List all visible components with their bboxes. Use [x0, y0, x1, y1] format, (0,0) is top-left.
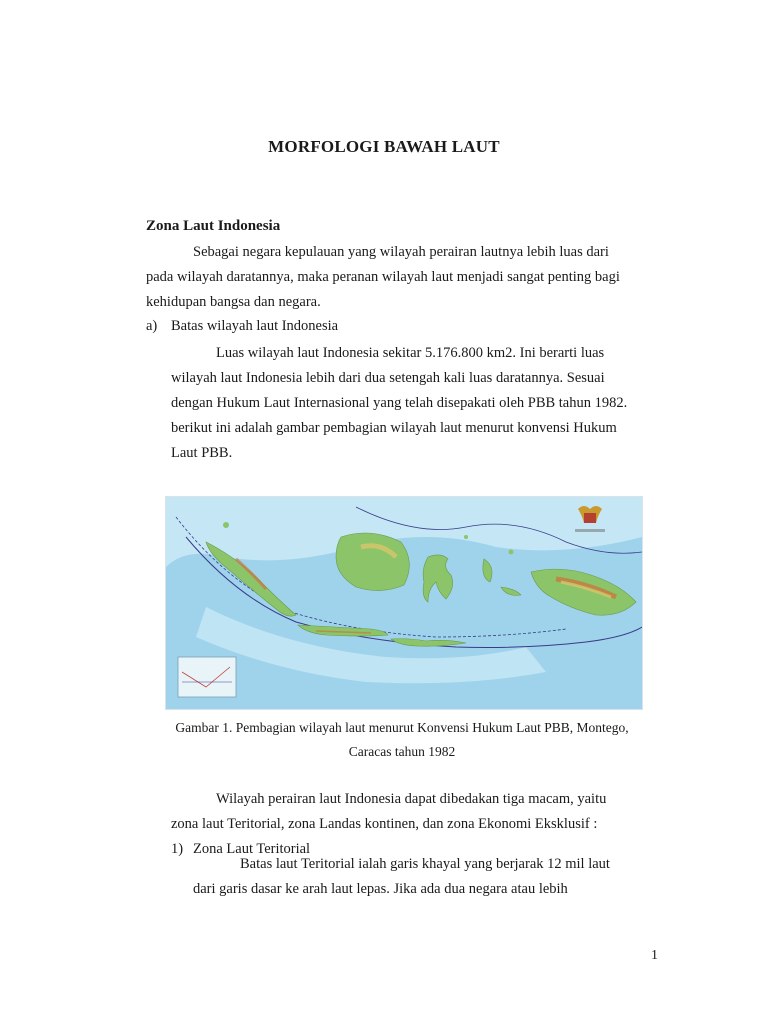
caption-line-2: Caracas tahun 1982: [348, 744, 456, 759]
caption-line-1: Gambar 1. Pembagian wilayah laut menurut Konvensi Hukum Laut PBB, Montego,: [175, 720, 629, 735]
para-a-line-5: Laut PBB.: [171, 445, 233, 461]
para-a-line-4: berikut ini adalah gambar pembagian wilayah laut menurut konvensi Hukum: [171, 420, 617, 436]
map-illustration: [166, 497, 642, 709]
page-number: 1: [651, 948, 658, 963]
intro-line-1: Sebagai negara kepulauan yang wilayah perairan lautnya lebih luas dari: [193, 244, 609, 260]
para-1-line-2: dari garis dasar ke arah laut lepas. Jika ada dua negara atau lebih: [193, 881, 568, 897]
page-title: MORFOLOGI BAWAH LAUT: [268, 137, 500, 156]
indonesia-sea-zone-map: [165, 496, 643, 710]
para-a-line-2: wilayah laut Indonesia lebih dari dua setengah kali luas daratannya. Sesuai: [171, 370, 605, 386]
section-heading: Zona Laut Indonesia: [146, 218, 281, 234]
para-a-line-1: Luas wilayah laut Indonesia sekitar 5.176.800 km2. Ini berarti luas: [216, 345, 605, 361]
para-a-line-3: dengan Hukum Laut Internasional yang telah disepakati oleh PBB tahun 1982.: [171, 395, 628, 411]
list-item-a-label: Batas wilayah laut Indonesia: [171, 318, 339, 334]
list-marker-a: a): [146, 318, 158, 334]
map-inset-legend: [178, 657, 236, 697]
list-marker-1: 1): [171, 841, 184, 857]
intro-line-3: kehidupan bangsa dan negara.: [146, 294, 321, 310]
para-b-line-2: zona laut Teritorial, zona Landas kontinen, dan zona Ekonomi Eksklusif :: [171, 816, 598, 832]
list-item-1-label: Zona Laut Teritorial: [193, 841, 311, 857]
para-1-line-1: Batas laut Teritorial ialah garis khayal yang berjarak 12 mil laut: [240, 856, 610, 872]
intro-line-2: pada wilayah daratannya, maka peranan wilayah laut menjadi sangat penting bagi: [146, 269, 620, 285]
figure-caption: [150, 716, 654, 764]
para-b-line-1: Wilayah perairan laut Indonesia dapat dibedakan tiga macam, yaitu: [216, 791, 607, 807]
